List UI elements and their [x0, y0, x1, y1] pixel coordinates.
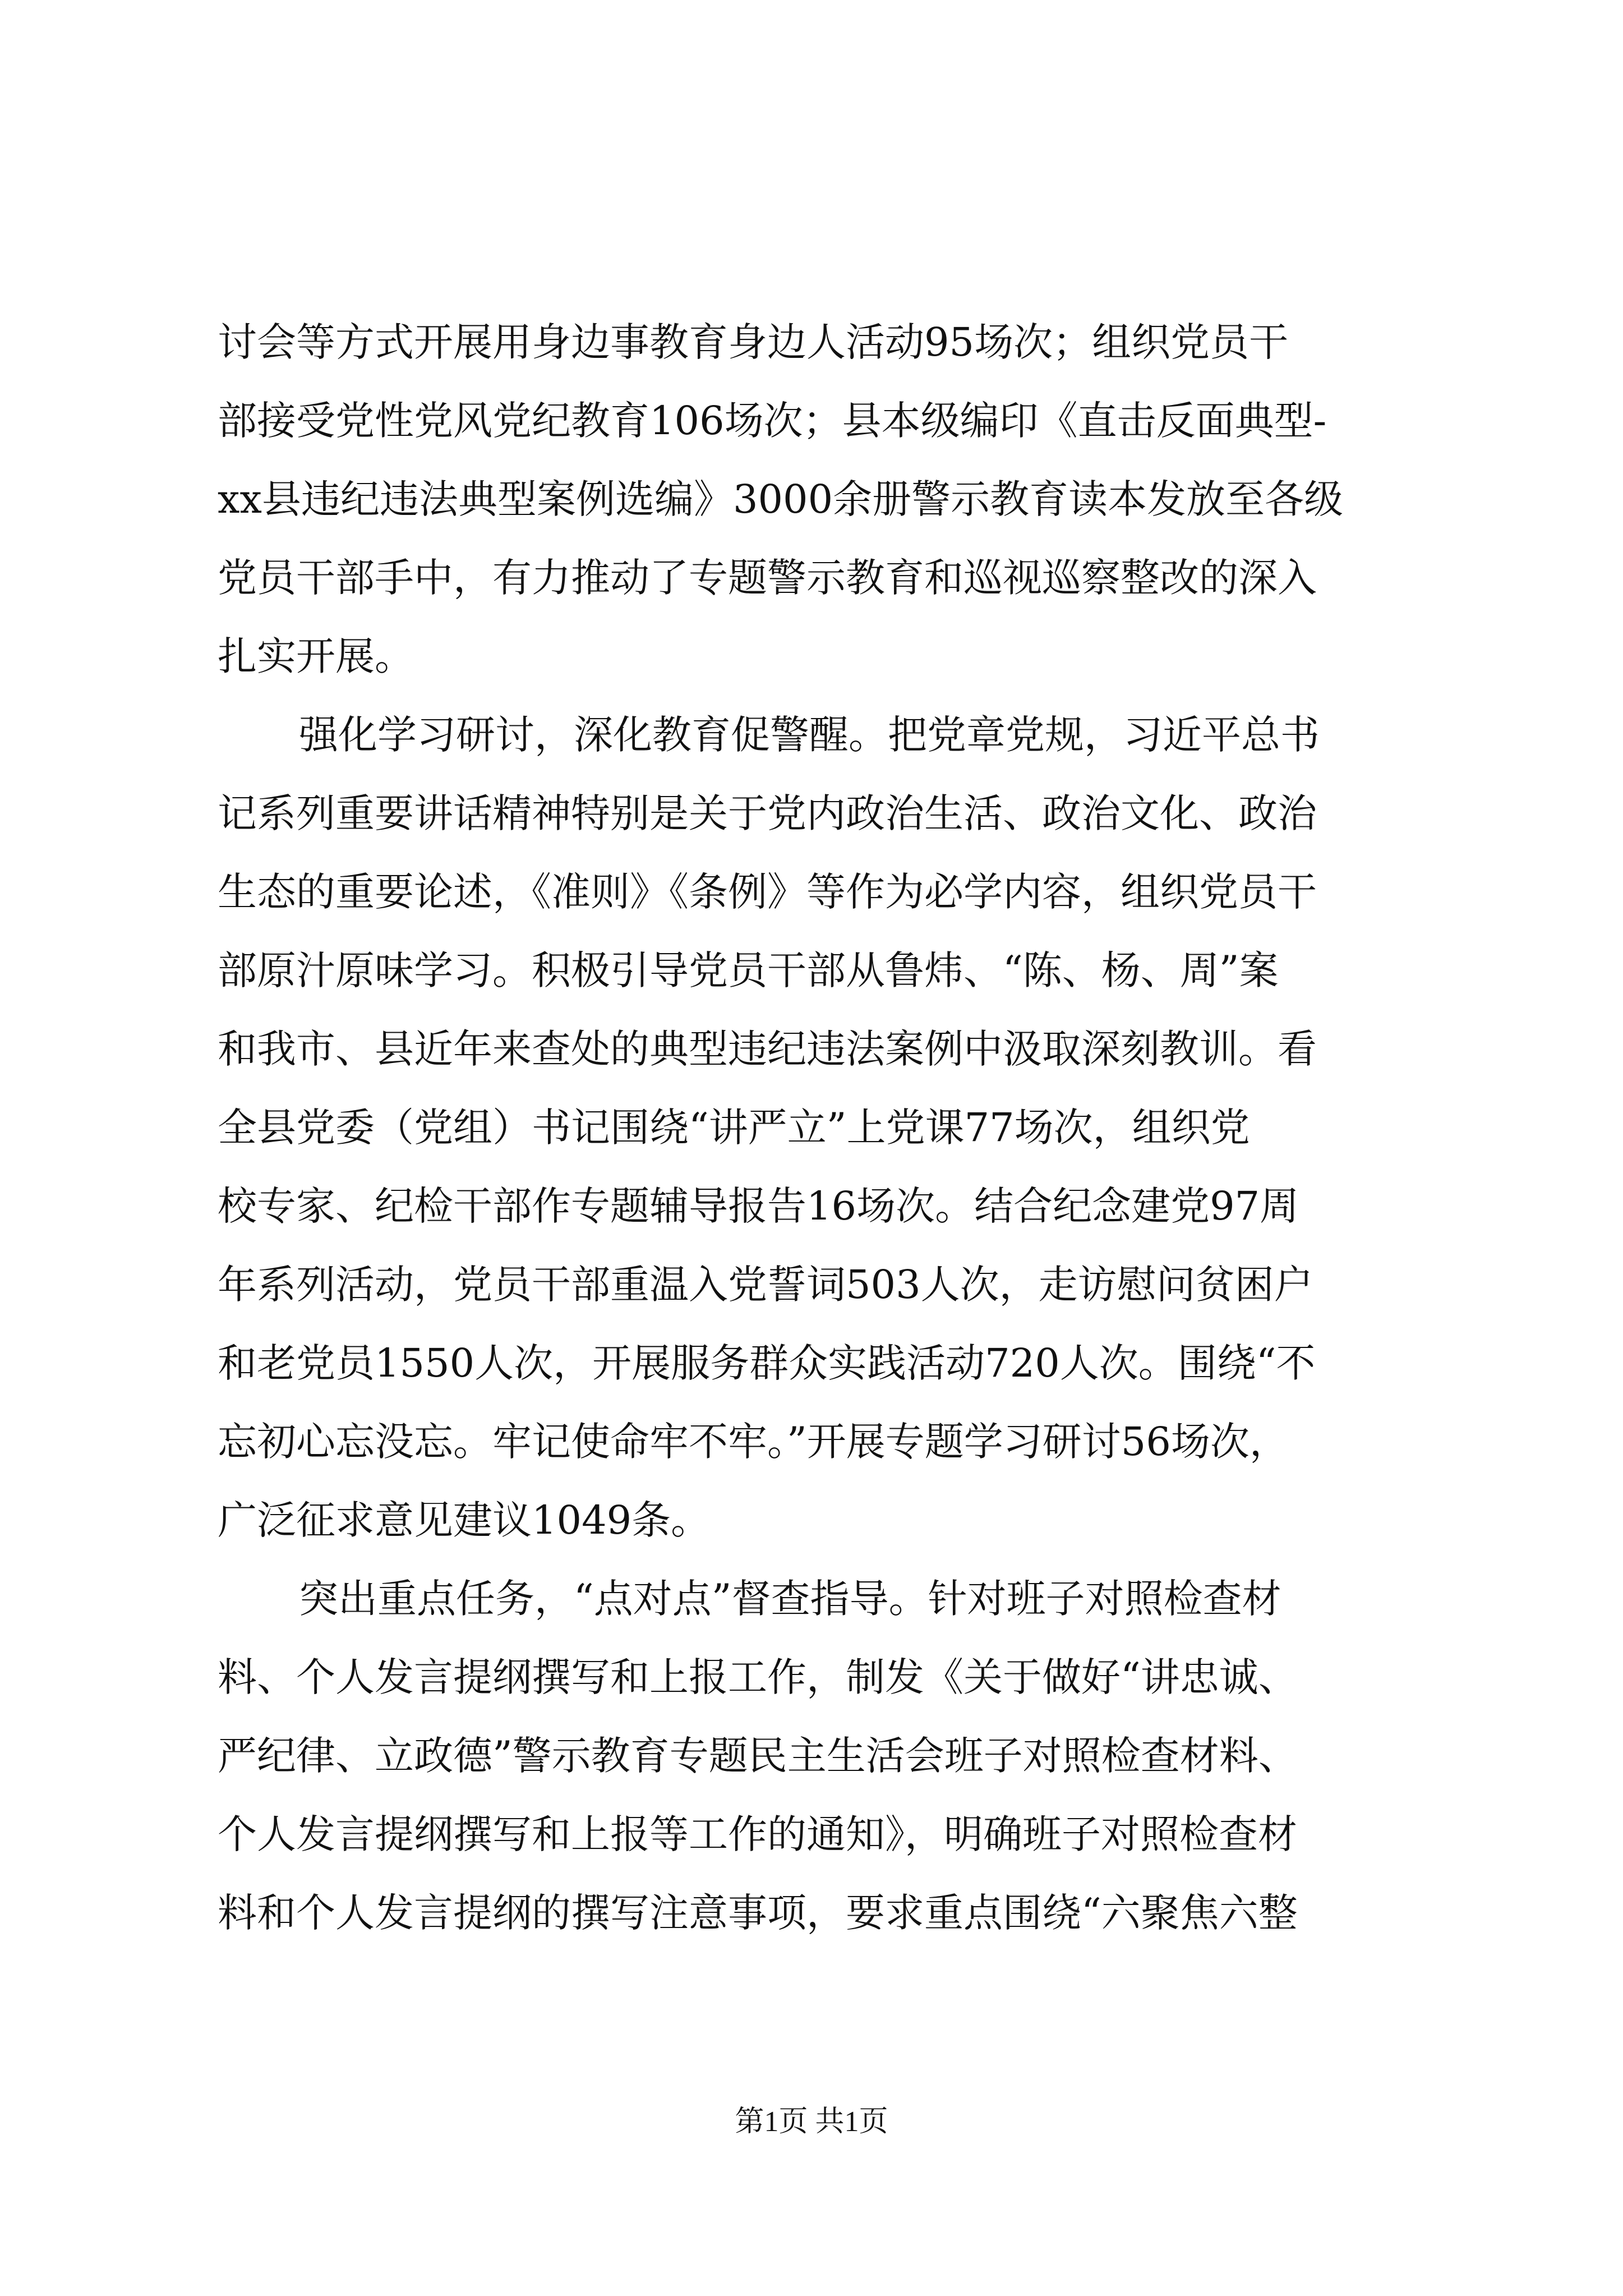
text-line: 料和个人发言提纲的撰写注意事项，要求重点围绕“六聚焦六整	[218, 1890, 1298, 1936]
text-line: 和老党员1550人次，开展服务群众实践活动720人次。围绕“不	[218, 1340, 1316, 1386]
text-line: 记系列重要讲话精神特别是关于党内政治生活、政治文化、政治	[218, 790, 1317, 836]
text-line: 部接受党性党风党纪教育106场次；县本级编印《直击反面典型-	[218, 398, 1327, 444]
text-line: 讨会等方式开展用身边事教育身边人活动95场次；组织党员干	[218, 319, 1289, 365]
text-line: 忘初心忘没忘。牢记使命牢不牢。”开展专题学习研讨56场次，	[218, 1419, 1289, 1465]
text-line: 校专家、纪检干部作专题辅导报告16场次。结合纪念建党97周	[218, 1183, 1299, 1229]
text-line: 严纪律、立政德”警示教育专题民主生活会班子对照检查材料、	[218, 1733, 1298, 1779]
page-number-footer: 第1页 共1页	[735, 2106, 888, 2138]
text-line: 广泛征求意见建议1049条。	[218, 1497, 711, 1543]
text-line: 部原汁原味学习。积极引导党员干部从鲁炜、“陈、杨、周”案	[218, 947, 1279, 993]
text-line: xx县违纪违法典型案例选编》3000余册警示教育读本发放至各级	[218, 476, 1344, 522]
text-line: 个人发言提纲撰写和上报等工作的通知》，明确班子对照检查材	[218, 1811, 1297, 1857]
text-line: 扎实开展。	[218, 633, 414, 679]
text-line: 党员干部手中，有力推动了专题警示教育和巡视巡察整改的深入	[218, 555, 1317, 601]
paragraph-heading-line: 突出重点任务，“点对点”督查指导。针对班子对照检查材	[299, 1576, 1281, 1622]
text-line: 年系列活动，党员干部重温入党誓词503人次，走访慰问贫困户	[218, 1262, 1313, 1308]
text-line: 全县党委（党组）书记围绕“讲严立”上党课77场次，组织党	[218, 1105, 1250, 1151]
paragraph-heading-line: 强化学习研讨，深化教育促警醒。把党章党规，习近平总书	[299, 712, 1320, 758]
text-line: 料、个人发言提纲撰写和上报工作，制发《关于做好“讲忠诚、	[218, 1654, 1298, 1700]
text-line: 生态的重要论述，《准则》《条例》等作为必学内容，组织党员干	[218, 869, 1317, 915]
text-line: 和我市、县近年来查处的典型违纪违法案例中汲取深刻教训。看	[218, 1026, 1317, 1072]
